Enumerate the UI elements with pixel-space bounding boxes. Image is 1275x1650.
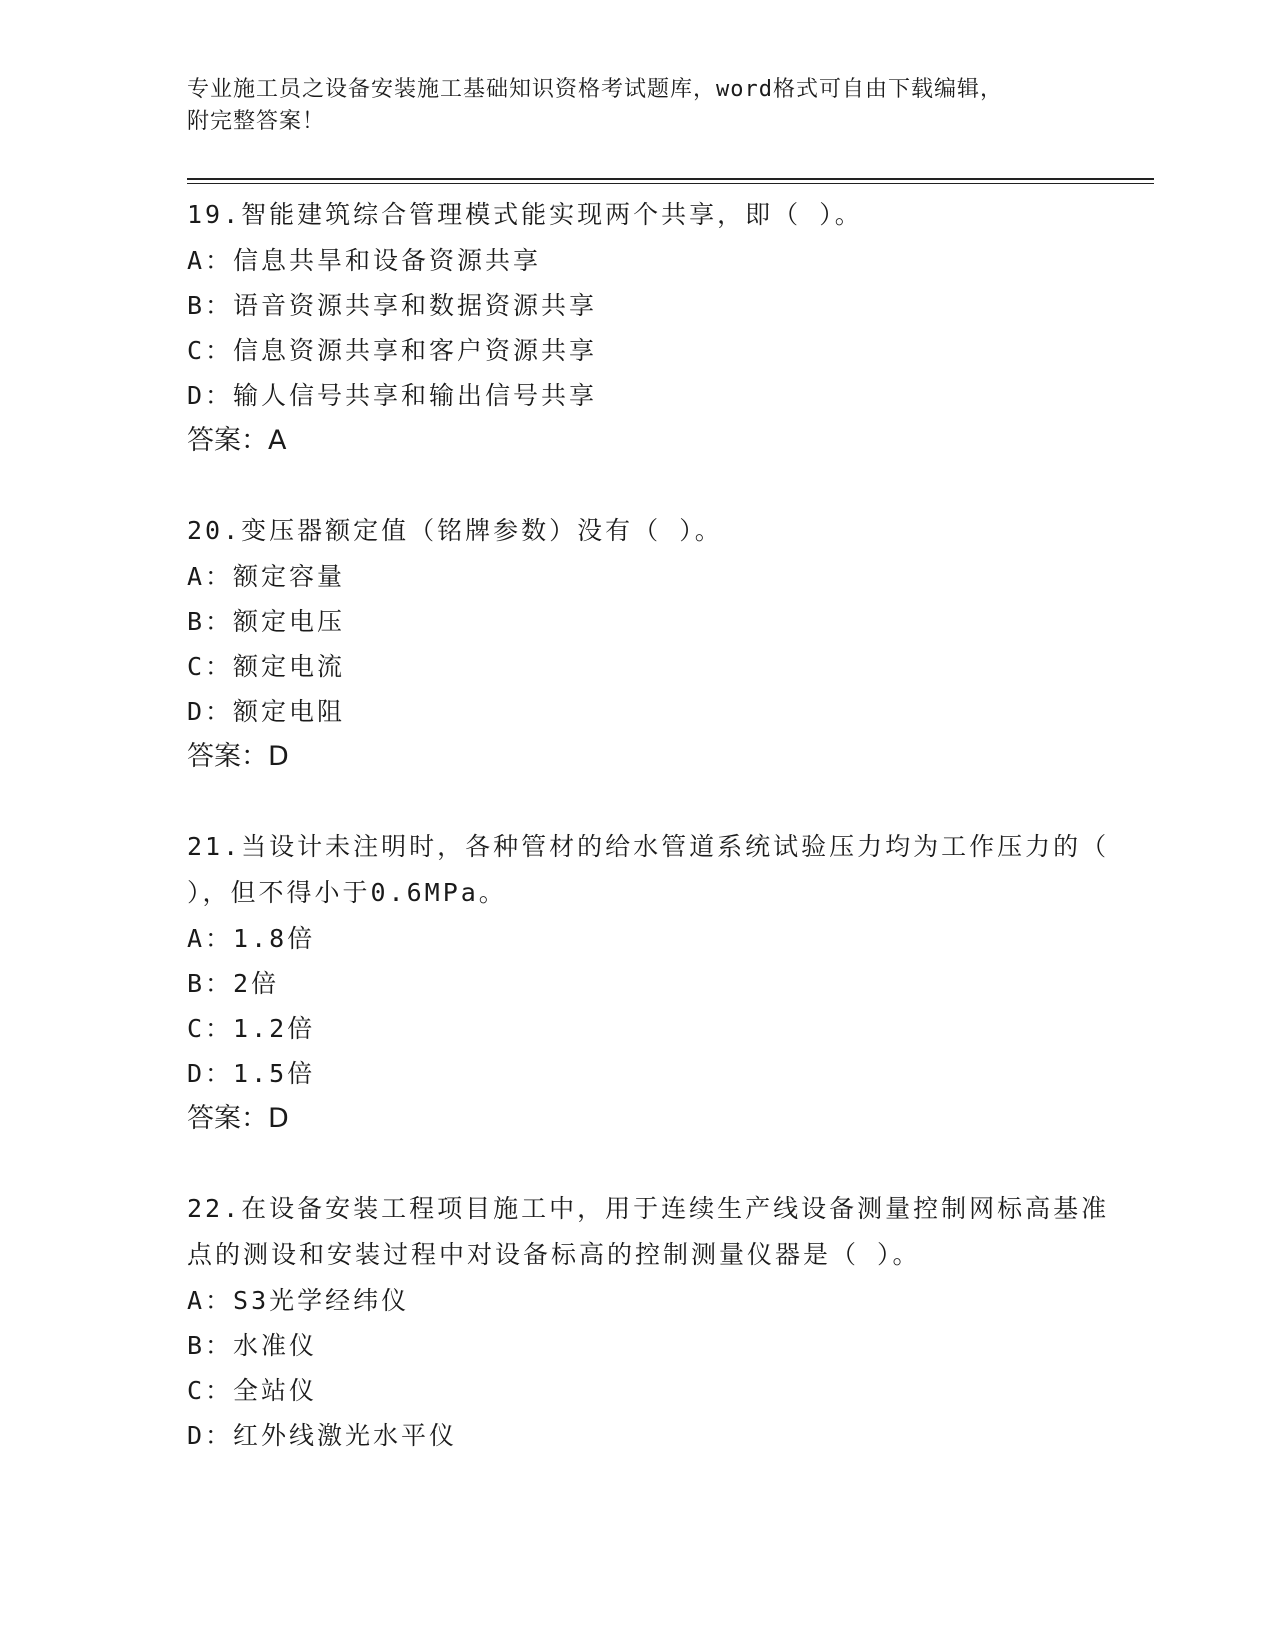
option-d: D：红外线激光水平仪 xyxy=(187,1421,458,1450)
header-line-1: 专业施工员之设备安装施工基础知识资格考试题库，word格式可自由下载编辑， xyxy=(187,77,1003,102)
option-a: A：额定容量 xyxy=(187,562,346,591)
document-header xyxy=(187,74,1077,138)
option-b: B：水准仪 xyxy=(187,1331,318,1360)
question-list xyxy=(187,192,1127,1502)
question-19 xyxy=(187,192,1127,464)
option-a: A：S3光学经纬仪 xyxy=(187,1286,410,1315)
answer: 答案：D xyxy=(187,741,289,772)
option-a: A：1.8倍 xyxy=(187,924,316,953)
option-d: D：额定电阻 xyxy=(187,697,346,726)
option-d: D：输人信号共享和输出信号共享 xyxy=(187,381,598,410)
question-22 xyxy=(187,1186,1127,1458)
option-b: B：2倍 xyxy=(187,969,280,998)
option-c: C：信息资源共享和客户资源共享 xyxy=(187,336,598,365)
header-rule-thick xyxy=(187,178,1154,180)
option-d: D：1.5倍 xyxy=(187,1059,316,1088)
option-c: C：1.2倍 xyxy=(187,1014,316,1043)
question-21 xyxy=(187,824,1127,1142)
option-c: C：全站仪 xyxy=(187,1376,318,1405)
answer: 答案：D xyxy=(187,1103,289,1134)
question-text: 19.智能建筑综合管理模式能实现两个共享，即（ ）。 xyxy=(187,200,863,229)
answer: 答案：A xyxy=(187,425,287,456)
header-rule-thin xyxy=(187,183,1154,184)
option-c: C：额定电流 xyxy=(187,652,346,681)
question-20 xyxy=(187,508,1127,780)
option-b: B：语音资源共享和数据资源共享 xyxy=(187,291,598,320)
header-line-2: 附完整答案！ xyxy=(187,109,326,134)
option-a: A：信息共旱和设备资源共享 xyxy=(187,246,542,275)
question-text: 20.变压器额定值（铭牌参数）没有（ ）。 xyxy=(187,516,723,545)
question-text: 21.当设计未注明时，各种管材的给水管道系统试验压力均为工作压力的（ ），但不得小于0.6MPa。 xyxy=(187,832,1110,907)
option-b: B：额定电压 xyxy=(187,607,346,636)
question-text: 22.在设备安装工程项目施工中，用于连续生产线设备测量控制网标高基准点的测设和安装过程中对设备标高的控制测量仪器是（ ）。 xyxy=(187,1194,1110,1269)
